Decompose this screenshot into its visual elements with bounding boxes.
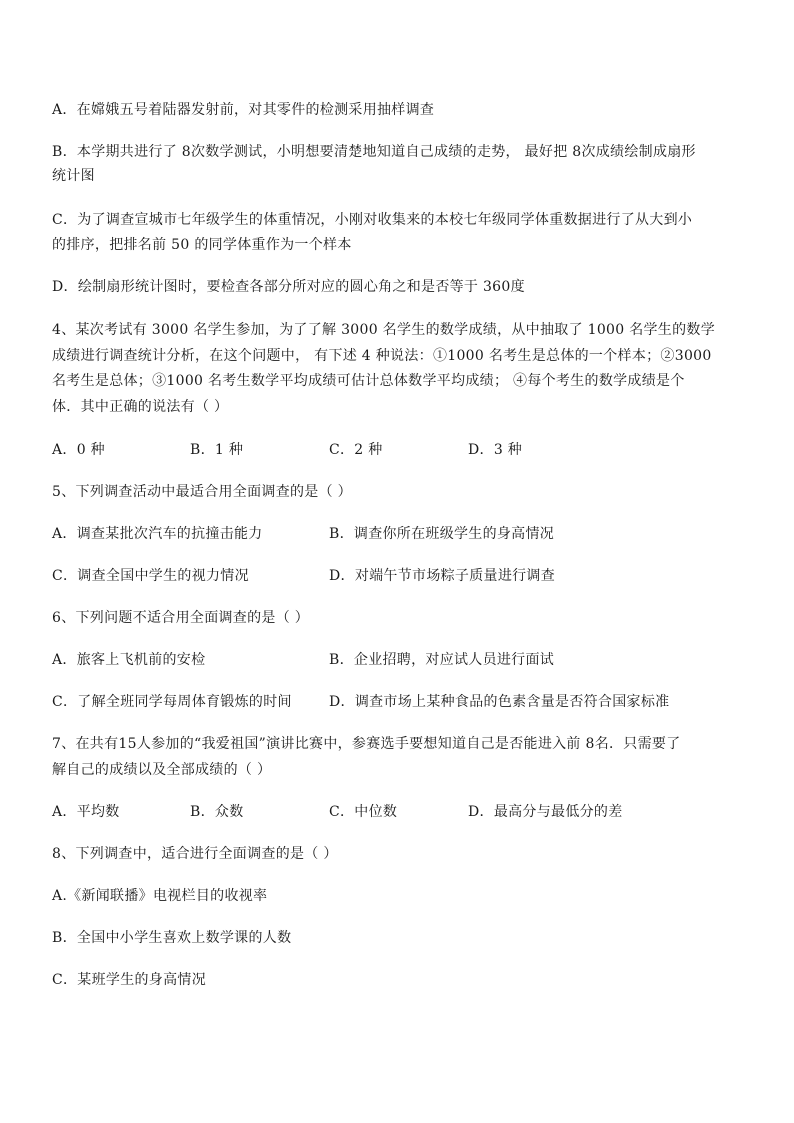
q4-option-b: B．1 种: [190, 442, 244, 458]
q3-option-c-line2: 的排序，把排名前 50 的同学体重作为一个样本: [52, 237, 352, 253]
q6-stem: 6、下列问题不适合用全面调查的是（ ）: [52, 610, 310, 626]
q4-stem-line4: 体．其中正确的说法有（ ）: [52, 399, 229, 415]
q6-option-a: A．旅客上飞机前的安检: [52, 652, 206, 668]
q5-option-c: C．调查全国中学生的视力情况: [52, 568, 249, 584]
q8-option-b: B．全国中小学生喜欢上数学课的人数: [52, 930, 292, 946]
q4-option-a: A．0 种: [52, 442, 105, 458]
q7-option-d: D．最高分与最低分的差: [468, 804, 623, 820]
q5-option-a: A．调查某批次汽车的抗撞击能力: [52, 526, 263, 542]
q5-stem: 5、下列调查活动中最适合用全面调查的是（ ）: [52, 484, 352, 500]
q3-option-c-line1: C．为了调查宣城市七年级学生的体重情况，小刚对收集来的本校七年级同学体重数据进行了从大到小: [52, 212, 693, 228]
q3-option-b-line2: 统计图: [52, 168, 95, 184]
q8-option-c: C．某班学生的身高情况: [52, 972, 207, 988]
q5-option-b: B．调查你所在班级学生的身高情况: [329, 526, 555, 542]
q3-option-d: D．绘制扇形统计图时，要检查各部分所对应的圆心角之和是否等于 360度: [52, 279, 525, 295]
q4-option-d: D．3 种: [468, 442, 523, 458]
q3-option-b-line1: B．本学期共进行了 8次数学测试，小明想要清楚地知道自己成绩的走势， 最好把 8次成绩绘制成扇形: [52, 144, 696, 160]
q4-stem-line2: 成绩进行调查统计分析，在这个问题中， 有下述 4 种说法：①1000 名考生是总体的一个样本；②3000: [52, 348, 712, 364]
q5-option-d: D．对端午节市场粽子质量进行调查: [329, 568, 556, 584]
q7-option-c: C．中位数: [329, 804, 398, 820]
q3-option-a: A．在嫦娥五号着陆器发射前，对其零件的检测采用抽样调查: [52, 102, 435, 118]
q8-stem: 8、下列调查中，适合进行全面调查的是（ ）: [52, 846, 338, 862]
q7-option-a: A．平均数: [52, 804, 120, 820]
q4-stem-line1: 4、某次考试有 3000 名学生参加，为了了解 3000 名学生的数学成绩，从中抽取了 1000 名学生的数学: [52, 322, 715, 338]
q4-stem-line3: 名考生是总体；③1000 名考生数学平均成绩可估计总体数学平均成绩； ④每个考生的数学成绩是个: [52, 373, 685, 389]
q6-option-d: D．调查市场上某种食品的色素含量是否符合国家标准: [329, 694, 670, 710]
q6-option-c: C．了解全班同学每周体育锻炼的时间: [52, 694, 292, 710]
q8-option-a: A.《新闻联播》电视栏目的收视率: [52, 888, 268, 904]
q7-option-b: B．众数: [190, 804, 244, 820]
q7-stem-line1: 7、在共有15人参加的“我爱祖国”演讲比赛中，参赛选手要想知道自己是否能进入前 8名．只需要了: [52, 736, 681, 752]
q4-option-c: C．2 种: [329, 442, 383, 458]
q7-stem-line2: 解自己的成绩以及全部成绩的（ ）: [52, 762, 272, 778]
q6-option-b: B．企业招聘，对应试人员进行面试: [329, 652, 555, 668]
